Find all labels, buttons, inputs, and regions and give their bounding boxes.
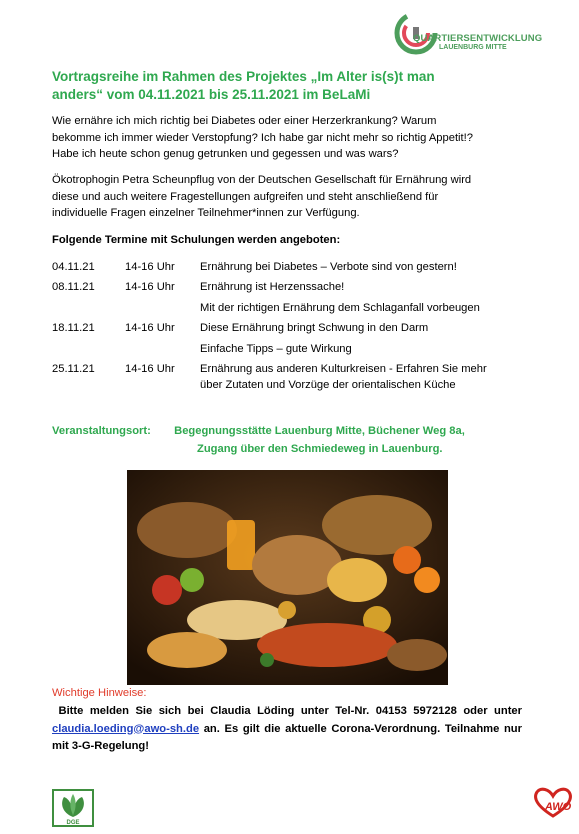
schedule-date: 08.11.21: [52, 281, 95, 293]
intro-line2: bekomme ich immer wieder Verstopfung? Ich habe gar nicht mehr so richtig Appetit!?: [52, 131, 473, 144]
registration-notice: [52, 703, 522, 756]
schedule-subject: Mit der richtigen Ernährung dem Schlaganfall vorbeugen: [200, 302, 480, 314]
schedule-subject: Einfache Tipps – gute Wirkung: [200, 343, 352, 355]
schedule-date: 18.11.21: [52, 322, 95, 334]
dge-logo-text: DGE: [66, 820, 80, 826]
speaker-paragraph: [52, 172, 534, 222]
food-photo: [127, 470, 448, 685]
title-line1: Vortragsreihe im Rahmen des Projektes „Im Alter is(s)t man: [52, 69, 435, 84]
schedule-time: 14-16 Uhr: [125, 363, 175, 375]
awo-logo: [531, 786, 575, 818]
venue: [52, 422, 465, 458]
dge-logo: [52, 789, 94, 827]
schedule-date: 04.11.21: [52, 261, 95, 273]
schedule-subject: Ernährung aus anderen Kulturkreisen - Erfahren Sie mehr: [200, 363, 487, 375]
logo-line1: QUARTIERSENTWICKLUNG: [413, 33, 543, 44]
page-title: [52, 68, 522, 104]
schedule-time: 14-16 Uhr: [125, 261, 175, 273]
title-line2: anders“ vom 04.11.2021 bis 25.11.2021 im BeLaMi: [52, 87, 371, 102]
speaker-line3: individuelle Fragen einzelner Teilnehmer*innen zur Verfügung.: [52, 207, 360, 219]
intro-paragraph: [52, 113, 534, 163]
schedule-subject: Ernährung bei Diabetes – Verbote sind von gestern!: [200, 261, 457, 273]
schedule-subject: Ernährung ist Herzenssache!: [200, 281, 345, 293]
hinweise-label: Wichtige Hinweise:: [52, 687, 147, 699]
schedule-time: 14-16 Uhr: [125, 322, 175, 334]
notice-text-1: Bitte melden Sie sich bei Claudia Löding unter Tel-Nr. 04153 5972128 oder unter: [58, 705, 523, 717]
venue-line2: Zugang über den Schmiedeweg in Lauenburg.: [197, 443, 443, 455]
schedule-subject: Diese Ernährung bringt Schwung in den Darm: [200, 322, 429, 334]
quartiersentwicklung-logo: [393, 10, 543, 56]
schedule-subject: über Zutaten und Vorzüge der orientalischen Küche: [200, 379, 456, 391]
intro-line1: Wie ernähre ich mich richtig bei Diabetes oder einer Herzerkrankung? Warum: [52, 115, 437, 127]
intro-line3: Habe ich heute schon genug getrunken und gegessen und was wars?: [52, 148, 399, 160]
schedule-heading: Folgende Termine mit Schulungen werden angeboten:: [52, 234, 341, 246]
venue-line1: Begegnungsstätte Lauenburg Mitte, Büchener Weg 8a,: [174, 425, 465, 437]
notice-text-2: an. Es gilt die aktuelle Corona-Verordnung. Teilnahme nur mit 3-G-Regelung!: [52, 722, 522, 752]
speaker-line1: Ökotrophogin Petra Scheunpflug von der Deutschen Gesellschaft für Ernährung wird: [52, 174, 472, 186]
schedule-date: 25.11.21: [52, 363, 95, 375]
speaker-line2: diese und auch weitere Fragestellungen aufgreifen und steht anschließend für: [52, 190, 439, 203]
email-link[interactable]: claudia.loeding@awo-sh.de: [52, 722, 200, 735]
schedule-time: 14-16 Uhr: [125, 281, 175, 293]
venue-label: Veranstaltungsort:: [52, 425, 151, 437]
awo-logo-text: AWO: [544, 801, 572, 813]
logo-line2: LAUENBURG MITTE: [439, 44, 507, 51]
